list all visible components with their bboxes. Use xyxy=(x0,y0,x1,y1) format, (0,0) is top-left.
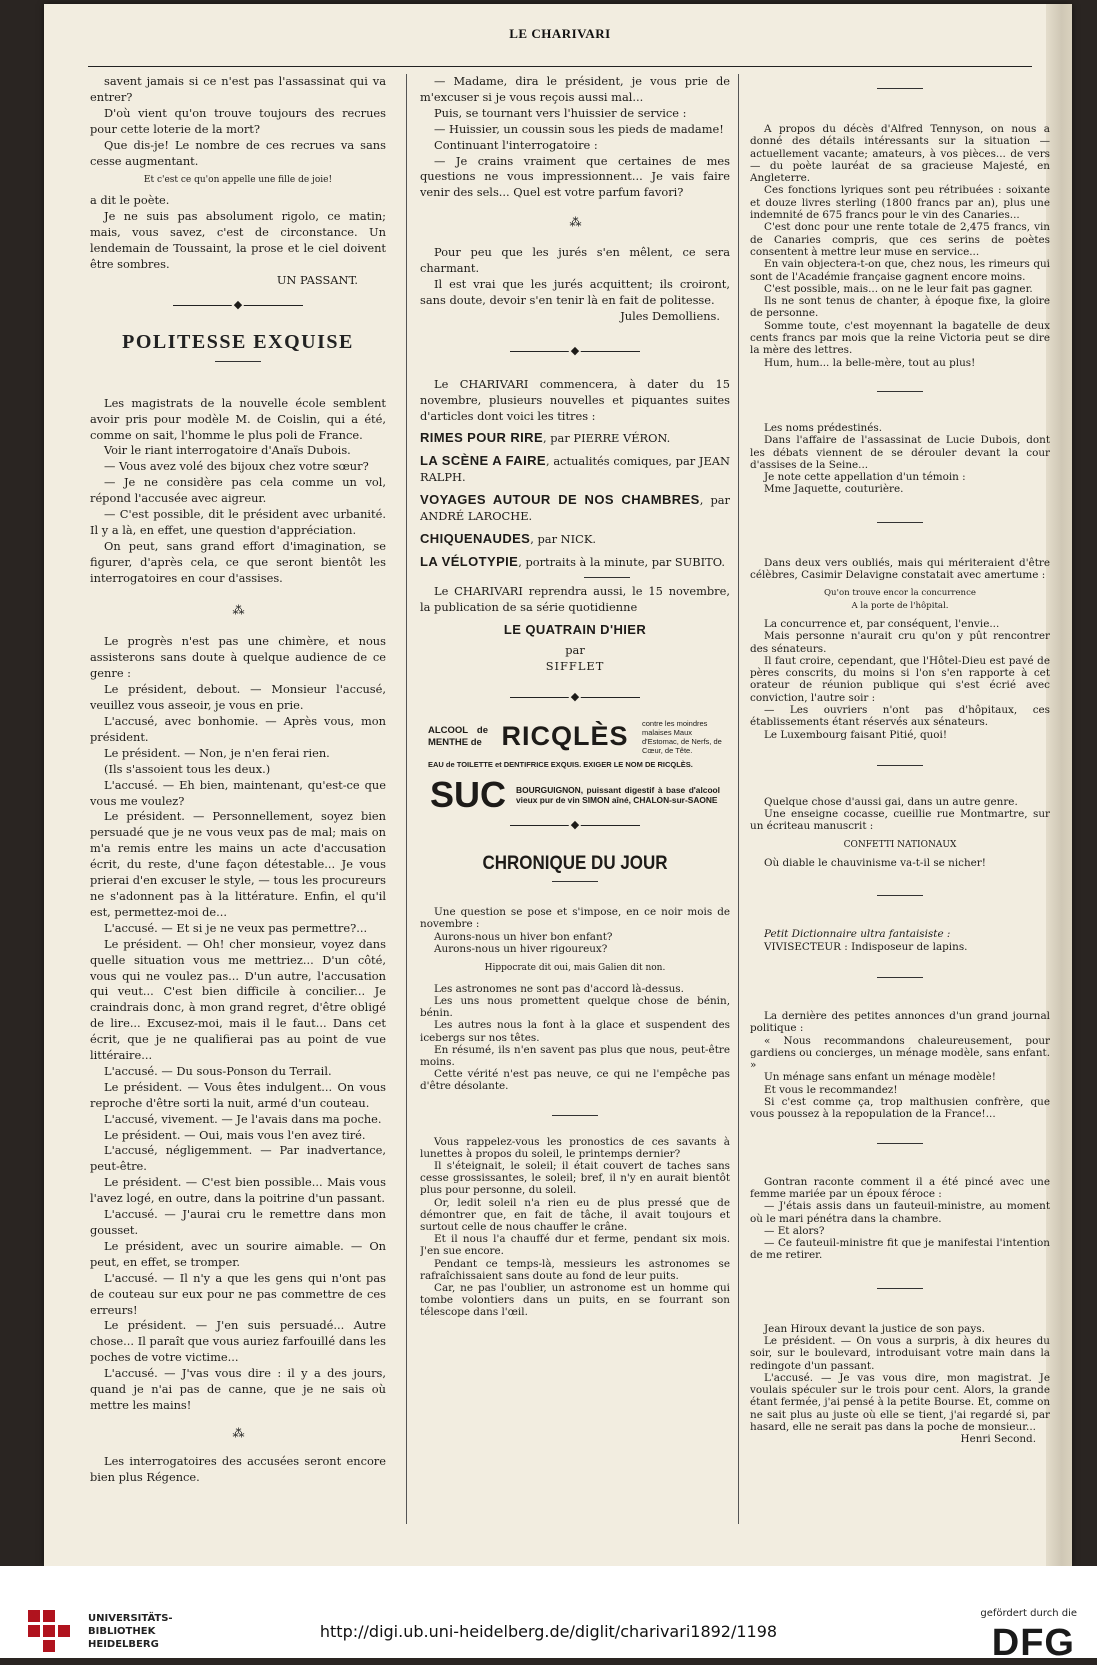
paragraph: Dans l'affaire de l'assassinat de Lucie Dubois, dont les débats viennent de se dérouler devant la cour d'assises de la Seine... xyxy=(750,434,1050,471)
paragraph: Voir le riant interrogatoire d'Anaïs Dubois. xyxy=(104,443,351,458)
hiroux-item xyxy=(750,1323,1050,1434)
paragraph: L'accusé. — J'vas vous dire : il y a des jours, quand je n'ai pas de canne, que je ne sais où mettre les mains! xyxy=(90,1366,386,1412)
feature-title: CHIQUENAUDES xyxy=(420,530,531,546)
newspaper-page xyxy=(44,4,1072,1566)
dictionary-title: Petit Dictionnaire ultra fantaisiste : xyxy=(764,928,951,941)
short-rule xyxy=(877,977,923,978)
paragraph: Ces fonctions lyriques sont peu rétribuées : soixante et douze livres sterling (1800 francs par an), plus une indemnité de 675 francs pour le vin des Canaries... xyxy=(750,184,1050,222)
chronique-body xyxy=(420,906,730,955)
gontran-item xyxy=(750,1176,1050,1262)
short-rule xyxy=(877,391,923,392)
paragraph: L'accusé. — Je vas vous dire, mon magistrat. Je voulais spéculer sur le trois pour cent. Alors, la grande étant fermée, j'ai pensé à la petite Bourse. Et, comme on ne sait plus au juste où elle se tient, j'ai regardé si, par hasard, elle ne serait pas dans la poche de monsieur... xyxy=(750,1371,1050,1434)
ad-left-text: ALCOOL de MENTHE de xyxy=(428,725,488,749)
paragraph: — Ce fauteuil-ministre fit que je manifestai l'intention de me retirer. xyxy=(750,1237,1050,1262)
short-rule xyxy=(877,1288,923,1289)
paragraph: Une question se pose et s'impose, en ce noir mois de novembre : xyxy=(420,906,730,931)
paragraph: Il est vrai que les jurés acquittent; ils croiront, sans doute, devoir s'en tenir là en fait de politesse. xyxy=(420,276,730,307)
paragraph: Le président. — J'en suis persuadé... Autre chose... Il paraît que vous auriez farfouillé dans les poches de votre victime... xyxy=(90,1318,386,1365)
paragraph: Vous rappelez-vous les pronostics de ces savants à lunettes à propos du soleil, le printemps dernier? xyxy=(420,1135,730,1160)
paragraph: A propos du décès d'Alfred Tennyson, on nous a donné des détails intéressants sur la situation — actuellement vacante; amateurs, à vos pièces... de vers — du poète lauréat de sa gracieuse Majesté, en Angleterre. xyxy=(750,123,1050,185)
paragraph: — Huissier, un coussin sous les pieds de madame! xyxy=(434,121,724,136)
paragraph: L'accusé. — Eh bien, maintenant, qu'est-ce que vous me voulez? xyxy=(90,777,386,808)
series-by: par xyxy=(565,643,585,658)
suc-advertisement xyxy=(430,774,720,816)
paragraph: Et vous le recommandez! xyxy=(764,1083,898,1096)
feature-desc: , par ANDRÉ LAROCHE. xyxy=(420,493,730,524)
feature-title: VOYAGES AUTOUR DE NOS CHAMBRES xyxy=(420,492,700,508)
paragraph: — Je ne considère pas cela comme un vol, répond l'accusée avec aigreur. xyxy=(90,475,386,506)
short-rule xyxy=(877,1143,923,1144)
paragraph: — Et alors? xyxy=(764,1224,825,1237)
dictionary-entry: VIVISECTEUR : Indisposeur de lapins. xyxy=(764,940,968,953)
paragraph: L'accusé, vivement. — Je l'avais dans ma poche. xyxy=(104,1111,382,1126)
paragraph: Et il nous l'a chauffé dur et ferme, pendant six mois. J'en sue encore. xyxy=(420,1233,730,1258)
announcement-2: Le CHARIVARI reprendra aussi, le 15 novembre, la publication de sa série quotidienne xyxy=(420,583,730,614)
paragraph: Les astronomes ne sont pas d'accord là-dessus. xyxy=(434,982,684,995)
paragraph: Le président. — Oui, mais vous l'en avez tiré. xyxy=(104,1127,366,1142)
asterism: ⁂ xyxy=(569,215,581,230)
paragraph: — J'étais assis dans un fauteuil-ministre, au moment où le mari pénétra dans la chambre. xyxy=(750,1200,1050,1225)
ornament-rule: ◆ xyxy=(420,343,730,359)
paragraph: On peut, sans grand effort d'imagination, se figurer, d'après cela, ce que seront bientôt les interrogatoires en cour d'assises. xyxy=(90,538,386,585)
chronique-quote: Hippocrate dit oui, mais Galien dit non. xyxy=(484,962,666,973)
article-body xyxy=(90,396,386,587)
paragraph: Le président. — Personnellement, soyez bien persuadé que je ne vous veux pas de mal; mais on m'a remis entre les mains un acte d'accusation écrit, du reste, d'une façon détestable... Je vous prierai d'en excuser le style, — tous les procureurs ne s'adonnent pas à la littérature. Enfin, el qu'il est, permettez-moi de... xyxy=(90,809,386,919)
paragraph: C'est donc pour une rente totale de 2,475 francs, vin de Canaries compris, que ces serins de poètes consentent à mettre leur muse en service... xyxy=(750,221,1050,258)
paragraph: L'accusé, avec bonhomie. — Après vous, mon président. xyxy=(90,714,386,744)
paragraph: Que dis-je! Le nombre de ces recrues va sans cesse augmentant. xyxy=(90,137,386,168)
feature-title: LA VÉLOTYPIE xyxy=(420,553,519,569)
ornament-rule: ◆ xyxy=(420,817,730,833)
short-rule xyxy=(552,881,598,882)
asterism: ⁂ xyxy=(232,602,244,617)
paragraph: Le président. — Non, je n'en ferai rien. xyxy=(104,745,330,760)
column-2 xyxy=(420,74,730,1524)
ricqles-advertisement xyxy=(428,719,722,755)
verse-quote xyxy=(750,587,1050,612)
paragraph: Car, ne pas l'oublier, un astronome est un homme qui tombe volontiers dans un puits, en se fourrant son télescope dans l'œil. xyxy=(420,1282,730,1319)
paragraph: Ils ne sont tenus de chanter, à époque fixe, la gloire de personne. xyxy=(750,295,1050,320)
paragraph: Quelque chose d'aussi gai, dans un autre genre. xyxy=(764,795,1018,808)
paragraph: Si c'est comme ça, trop malthusien confrère, que vous poussez à la repopulation de la France!... xyxy=(750,1096,1050,1121)
ad-right-text: contre les moindres malaises Maux d'Estomac, de Nerfs, de Cœur, de Tête. xyxy=(641,719,722,756)
sign-label: CONFETTI NATIONAUX xyxy=(843,839,957,850)
names-item xyxy=(750,422,1050,496)
paragraph: Le président. — C'est bien possible... Mais vous l'avez logé, en outre, dans la poitrine d'un passant. xyxy=(90,1175,386,1206)
chronique-body xyxy=(420,1136,730,1319)
feature-desc: , actualités comiques, par JEAN RALPH. xyxy=(420,454,730,485)
column-divider xyxy=(738,74,739,1524)
paragraph: Il faut croire, cependant, que l'Hôtel-Dieu est pavé de pères conscrits, du moins si l'on s'en rapporte à cet orateur de réunion publique qui s'est écrié avec conviction, l'autre soir : xyxy=(750,654,1050,704)
paragraph: Les magistrats de la nouvelle école semblent avoir pris pour modèle M. de Coislin, qui a été, comme on sait, l'homme le plus poli de France. xyxy=(90,395,386,442)
paragraph: Les uns nous promettent quelque chose de bénin, bénin. xyxy=(420,995,730,1020)
paragraph: Jean Hiroux devant la justice de son pays. xyxy=(764,1322,985,1335)
paragraph: Somme toute, c'est moyennant la bagatelle de deux cents francs par mois que la reine Victoria peut se dire la mère des lettres. xyxy=(750,319,1050,357)
signature: Henri Second. xyxy=(960,1433,1036,1446)
paragraph: A la porte de l'hôpital. xyxy=(851,600,949,611)
sign-comment: Où diable le chauvinisme va-t-il se nicher! xyxy=(764,857,986,870)
annonces-item xyxy=(750,1010,1050,1121)
paragraph: Une enseigne cocasse, cueillie rue Montmartre, sur un écriteau manuscrit : xyxy=(750,808,1050,833)
paragraph: Je note cette appellation d'un témoin : xyxy=(764,471,966,484)
paragraph: En résumé, ils n'en savent pas plus que nous, peut-être moins. xyxy=(420,1043,730,1069)
delavigne-item xyxy=(750,557,1050,582)
paragraph: Mme Jaquette, couturière. xyxy=(764,483,904,496)
dialogue-continued xyxy=(420,74,730,201)
paragraph: Le président. — Vous êtes indulgent... On vous reproche d'être sorti la nuit, armé d'un couteau. xyxy=(90,1079,386,1110)
paragraph: Puis, se tournant vers l'huissier de service : xyxy=(434,105,687,120)
feature-title: RIMES POUR RIRE xyxy=(420,430,544,446)
page-header: LE CHARIVARI xyxy=(509,26,611,41)
intro-paragraphs xyxy=(90,74,386,169)
paragraph: (Ils s'assoient tous les deux.) xyxy=(104,761,271,776)
paragraph: Le président. — Oh! cher monsieur, voyez dans quelle situation vous me mettriez... D'un côté, vous qui ne voulez pas... D'un autre, l'accusation qui veut... C'est bien difficile à concilier... Je craindrais donc, à mon grand regret, d'être obligé de lire... Excusez-moi, mais il le faut... Dans cet écrit, que je ne qualifierai pas au point de vue littéraire... xyxy=(90,936,386,1063)
paragraph: — Vous avez volé des bijoux chez votre sœur? xyxy=(104,459,369,474)
paragraph: L'accusé. — J'aurai cru le remettre dans mon gousset. xyxy=(90,1207,386,1237)
paragraph: L'accusé. — Il n'y a que les gens qui n'ont pas de couteau sur eux pour ne pas commettre de ces erreurs! xyxy=(90,1270,386,1317)
chronique-body xyxy=(420,983,730,1093)
dfg-logo: DFG xyxy=(991,1622,1075,1664)
paragraph: L'accusé, négligemment. — Par inadvertance, peut-être. xyxy=(90,1143,386,1174)
paragraph: L'accusé. — Et si je ne veux pas permettre?... xyxy=(104,920,368,935)
paragraph: La dernière des petites annonces d'un grand journal politique : xyxy=(750,1009,1050,1035)
paragraph: savent jamais si ce n'est pas l'assassinat qui va entrer? xyxy=(90,74,386,104)
paragraph: « Nous recommandons chaleureusement, pour gardiens ou concierges, un ménage modèle, sans enfant. » xyxy=(750,1034,1050,1072)
closing-paragraph: Je ne suis pas absolument rigolo, ce matin; mais, vous savez, c'est de circonstance. Un lendemain de Toussaint, la prose et le ciel doivent être sombres. xyxy=(90,209,386,271)
paragraph: Mais personne n'aurait cru qu'on y pût rencontrer des sénateurs. xyxy=(750,630,1050,655)
feature-desc: , par NICK. xyxy=(530,531,596,546)
paragraph: Pour peu que les jurés s'en mêlent, ce sera charmant. xyxy=(420,245,730,276)
ad-text: BOURGUIGNON, puissant digestif à base d'alcool vieux pur de vin SIMON aîné, CHALON-sur-SAONE xyxy=(516,785,720,806)
column-1 xyxy=(90,74,386,1524)
feature-title: LA SCÈNE A FAIRE xyxy=(420,453,546,469)
paragraph: — Je crains vraiment que certaines de mes questions ne vous impressionnent... Je vais faire venir des sels... Quel est votre parfum favori? xyxy=(420,153,730,200)
signature: Jules Demolliens. xyxy=(620,308,720,323)
article-title: POLITESSE EXQUISE xyxy=(122,330,354,353)
feature-item xyxy=(420,492,730,525)
feature-list xyxy=(420,430,730,570)
short-rule xyxy=(877,765,923,766)
paragraph: Hum, hum... la belle-mère, tout au plus! xyxy=(764,356,976,369)
delavigne-item-cont xyxy=(750,618,1050,741)
university-name: UNIVERSITÄTS- BIBLIOTHEK HEIDELBERG xyxy=(88,1613,173,1650)
paragraph: Le président, debout. — Monsieur l'accusé, veuillez vous asseoir, je vous en prie. xyxy=(90,682,386,713)
column-3 xyxy=(750,74,1050,1524)
short-rule xyxy=(877,895,923,896)
header-rule xyxy=(88,66,1032,67)
feature-item xyxy=(420,531,730,548)
signature: UN PASSANT. xyxy=(276,272,358,287)
short-rule xyxy=(552,1115,598,1116)
ornament-rule: ◆ xyxy=(90,297,386,313)
quote: Et c'est ce qu'on appelle une fille de joie! xyxy=(143,175,333,186)
attribution: a dit le poète. xyxy=(90,193,170,208)
paragraph: Les autres nous la font à la glace et suspendent des icebergs sur nos têtes. xyxy=(420,1019,730,1044)
tennyson-item xyxy=(750,123,1050,369)
paragraph: Il s'éteignait, le soleil; il était couvert de taches sans cesse grossissantes, le soleil; bref, il n'y en aurait bientôt plus pour personne, du soleil. xyxy=(420,1160,730,1197)
short-rule xyxy=(877,88,923,89)
ad-brand: RICQLÈS xyxy=(501,721,629,752)
paragraph: C'est possible, mais... on ne le leur fait pas gagner. xyxy=(764,282,1033,295)
paragraph: L'accusé. — Du sous-Ponson du Terrail. xyxy=(104,1063,332,1078)
paragraph: Continuant l'interrogatoire : xyxy=(434,137,598,152)
paragraph: Le président, avec un sourire aimable. — On peut, en effet, se tromper. xyxy=(90,1238,386,1269)
paragraph: Qu'on trouve encor la concurrence xyxy=(824,588,976,599)
announcement: Le CHARIVARI commencera, à dater du 15 novembre, plusieurs nouvelles et piquantes suites d'articles dont voici les titres : xyxy=(420,376,730,423)
feature-item xyxy=(420,430,730,447)
funding-label: gefördert durch die xyxy=(980,1608,1077,1619)
paragraph: — C'est possible, dit le président avec urbanité. Il y a là, en effet, une question d'appréciation. xyxy=(90,507,386,537)
paragraph: Gontran raconte comment il a été pincé avec une femme mariée par un époux féroce : xyxy=(750,1175,1050,1200)
asterism: ⁂ xyxy=(232,1425,244,1440)
conclusion xyxy=(420,245,730,309)
paragraph: Le Luxembourg faisant Pitié, quoi! xyxy=(764,728,948,741)
short-rule xyxy=(877,522,923,523)
paragraph: Un ménage sans enfant un ménage modèle! xyxy=(764,1071,996,1084)
short-rule xyxy=(215,361,261,362)
ornament-rule: ◆ xyxy=(420,689,730,705)
dialogue-body xyxy=(90,634,386,1413)
paragraph: Or, ledit soleil n'a rien eu de plus pressé que de démontrer que, en fait de tâche, il avait toujours et surtout celle de nous chauffer le crâne. xyxy=(420,1196,730,1234)
feature-item xyxy=(420,453,730,486)
paragraph: Aurons-nous un hiver rigoureux? xyxy=(434,942,608,955)
paragraph: La concurrence et, par conséquent, l'envie... xyxy=(764,617,1000,630)
paragraph: Cette vérité n'est pas neuve, ce qui ne l'empêche pas d'être désolante. xyxy=(420,1068,730,1093)
paragraph: Le progrès n'est pas une chimère, et nous assisterons sans doute à quelque audience de ce genre : xyxy=(90,634,386,681)
paragraph: Le président. — On vous a surpris, à dix heures du soir, sur le boulevard, introduisant votre main dans la redingote d'un passant. xyxy=(750,1335,1050,1372)
column-divider xyxy=(406,74,407,1524)
paragraph: — Les ouvriers n'ont pas d'hôpitaux, ces établissements étant réservés aux sénateurs. xyxy=(750,703,1050,729)
paragraph: En vain objectera-t-on que, chez nous, les rimeurs qui sont de l'Académie française gagnent encore moins. xyxy=(750,258,1050,283)
series-author: SIFFLET xyxy=(545,659,605,674)
paragraph: Les noms prédestinés. xyxy=(764,421,882,434)
feature-desc: , par PIERRE VÉRON. xyxy=(543,431,671,446)
paragraph: D'où vient qu'on trouve toujours des recrues pour cette loterie de la mort? xyxy=(90,105,386,136)
series-title: LE QUATRAIN D'HIER xyxy=(503,621,647,637)
sign-item xyxy=(750,796,1050,833)
paragraph: Dans deux vers oubliés, mais qui mériteraient d'être célèbres, Casimir Delavigne constatait avec amertume : xyxy=(750,556,1050,582)
source-url[interactable]: http://digi.ub.uni-heidelberg.de/diglit/charivari1892/1198 xyxy=(319,1622,778,1641)
short-rule xyxy=(584,577,630,578)
final-paragraph: Les interrogatoires des accusées seront encore bien plus Régence. xyxy=(90,1453,386,1484)
feature-item xyxy=(420,554,730,571)
chronique-title: CHRONIQUE DU JOUR xyxy=(482,851,668,874)
feature-desc: , portraits à la minute, par SUBITO. xyxy=(518,554,726,569)
ad-brand: SUC xyxy=(430,774,507,816)
paragraph: Pendant ce temps-là, messieurs les astronomes se rafraîchissaient sans doute au fond de leur puits. xyxy=(420,1257,730,1282)
footer xyxy=(0,1566,1097,1664)
paragraph: — Madame, dira le président, je vous prie de m'excuser si je vous reçois aussi mal... xyxy=(420,74,730,104)
paragraph: Aurons-nous un hiver bon enfant? xyxy=(434,930,613,943)
ad-subline: EAU de TOILETTE et DENTIFRICE EXQUIS. EXIGER LE NOM DE RICQLÈS. xyxy=(428,760,693,770)
